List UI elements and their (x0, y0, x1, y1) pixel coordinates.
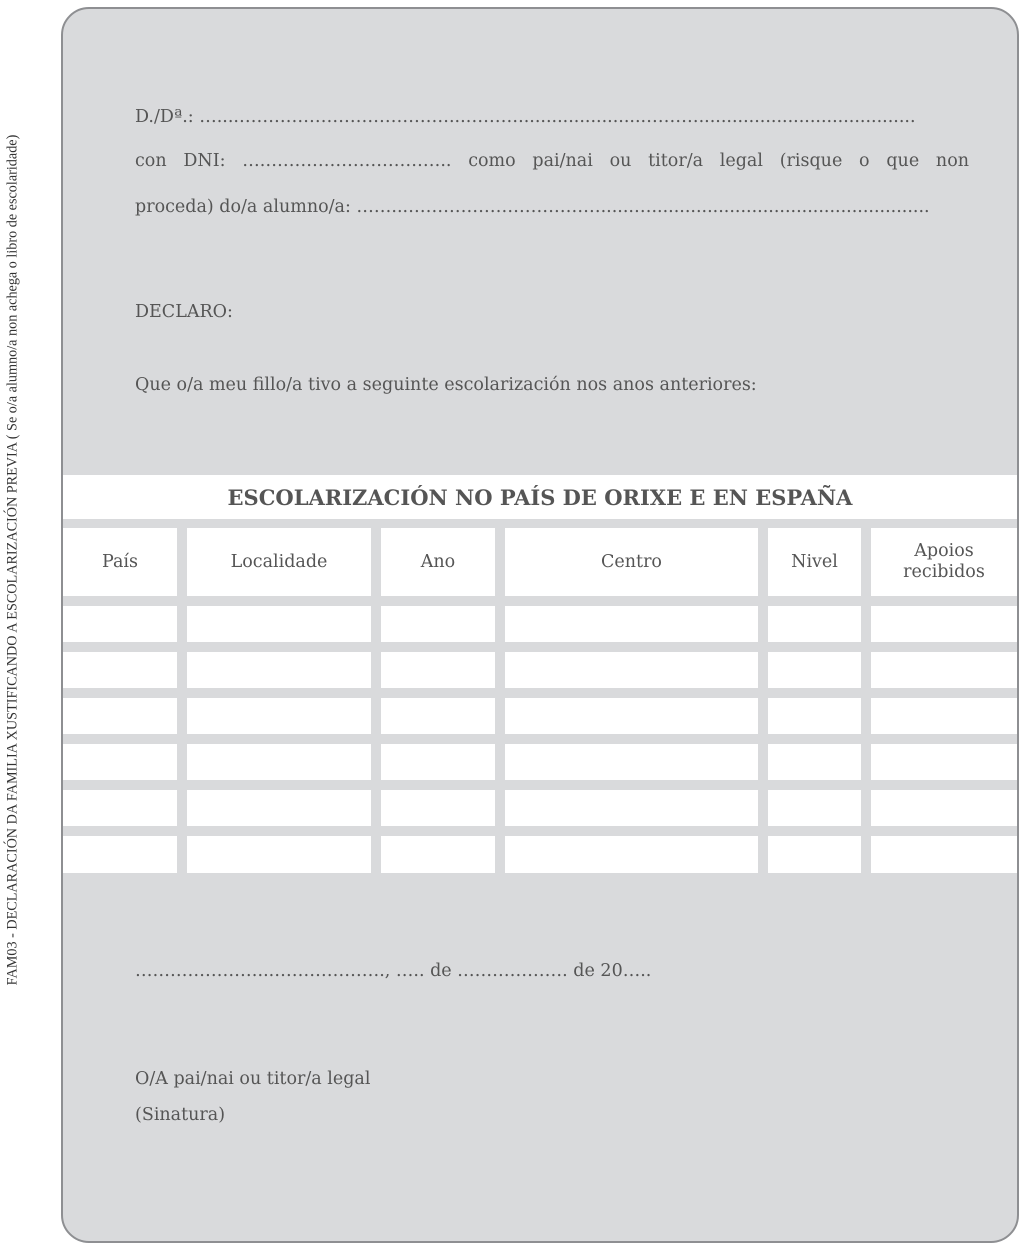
table-cell[interactable] (505, 744, 758, 780)
table-cell[interactable] (871, 790, 1017, 826)
table-cell[interactable] (505, 836, 758, 872)
table-title: ESCOLARIZACIÓN NO PAÍS DE ORIXE E EN ESPAÑA (227, 485, 853, 510)
table-cell[interactable] (768, 652, 861, 688)
table-cell[interactable] (63, 606, 177, 642)
table-cell[interactable] (768, 744, 861, 780)
table-cell[interactable] (505, 698, 758, 734)
column-divider (861, 528, 871, 873)
table-cell[interactable] (505, 652, 758, 688)
table-cell[interactable] (505, 606, 758, 642)
table-cell[interactable] (871, 698, 1017, 734)
side-form-code (0, 0, 26, 1248)
table-cell[interactable] (381, 698, 495, 734)
table-cell[interactable] (768, 790, 861, 826)
table-cell[interactable] (768, 836, 861, 872)
header-pais: País (102, 551, 138, 572)
statement-text: Que o/a meu fillo/a tivo a seguinte escolarización nos anos anteriores: (135, 375, 757, 395)
table-cell[interactable] (768, 606, 861, 642)
table-cell[interactable] (768, 698, 861, 734)
date-line[interactable]: …………………...………………., ….. de ………………. de 20….. (135, 961, 652, 981)
header-ano: Ano (420, 551, 456, 572)
row-divider (63, 688, 1017, 698)
table-cell[interactable] (187, 790, 371, 826)
title-divider (63, 519, 1017, 528)
table-cell[interactable] (381, 790, 495, 826)
row-divider (63, 780, 1017, 790)
table-cell[interactable] (871, 606, 1017, 642)
declaro-heading: DECLARO: (135, 302, 233, 322)
column-divider (495, 528, 505, 873)
side-form-code-text: FAM03 - DECLARACIÓN DA FAMILIA XUSTIFICANDO A ESCOLARIZACIÓN PREVIA ( Se o/a alumno/a non achega o libro de escolaridade) (4, 134, 21, 986)
table-grid (63, 528, 1017, 873)
signer-label: O/A pai/nai ou titor/a legal (135, 1069, 371, 1089)
table-cell[interactable] (187, 652, 371, 688)
dni-field-line[interactable]: con DNI: ….………………………….. como pai/nai ou titor/a legal (risque o que non (135, 151, 969, 171)
row-divider (63, 734, 1017, 744)
table-cell[interactable] (871, 652, 1017, 688)
name-field-line[interactable]: D./Dª.: …....………………………………...……….......................………....................................... (135, 107, 916, 127)
form-card (61, 7, 1019, 1243)
table-cell[interactable] (187, 744, 371, 780)
column-divider (758, 528, 768, 873)
table-cell[interactable] (187, 606, 371, 642)
table-cell[interactable] (63, 836, 177, 872)
row-divider (63, 826, 1017, 836)
table-cell[interactable] (63, 698, 177, 734)
table-cell[interactable] (381, 652, 495, 688)
table-cell[interactable] (187, 836, 371, 872)
table-cell[interactable] (187, 698, 371, 734)
table-cell[interactable] (63, 652, 177, 688)
schooling-table (63, 475, 1017, 873)
table-cell[interactable] (871, 836, 1017, 872)
signature-label: (Sinatura) (135, 1105, 226, 1125)
column-divider (371, 528, 381, 873)
table-cell[interactable] (63, 744, 177, 780)
header-centro: Centro (601, 551, 662, 572)
row-divider (63, 642, 1017, 652)
table-cell[interactable] (871, 744, 1017, 780)
table-cell[interactable] (381, 744, 495, 780)
student-field-line[interactable]: proceda) do/a alumno/a: ……...……………………………......….................................................. (135, 197, 930, 217)
row-divider (63, 596, 1017, 606)
header-apoios: Apoios recibidos (903, 541, 985, 582)
column-divider (177, 528, 187, 873)
header-nivel: Nivel (791, 551, 838, 572)
table-cell[interactable] (381, 836, 495, 872)
header-localidade: Localidade (230, 551, 328, 572)
table-cell[interactable] (505, 790, 758, 826)
table-cell[interactable] (381, 606, 495, 642)
table-cell[interactable] (63, 790, 177, 826)
